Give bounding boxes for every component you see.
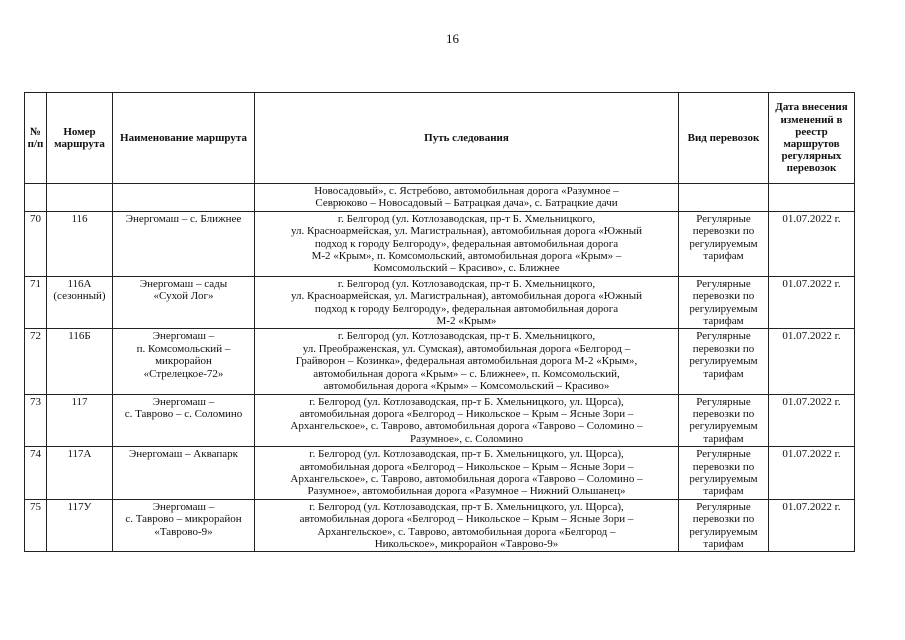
- path-line: Архангельское», с. Таврово, автомобильная дорога «Белгород –: [317, 525, 616, 538]
- route-number-line: (сезонный): [53, 290, 106, 303]
- route-name-line: Энергомаш – с. Ближнее: [125, 212, 242, 225]
- path-line: ул. Преображенская, ул. Сумская), автомобильная дорога «Белгород –: [302, 342, 631, 355]
- route-name-line: «Стрелецкое-72»: [143, 367, 224, 380]
- route-number-line: 116: [71, 212, 88, 225]
- route-name-line: с. Таврово – с. Соломино: [124, 407, 243, 420]
- route-number-line: 116Б: [68, 330, 91, 343]
- path-line: Разумное», с. Соломино: [410, 432, 523, 445]
- cell-route-name: [113, 184, 255, 212]
- route-number-line: 117У: [67, 500, 92, 513]
- table-row: [25, 394, 855, 447]
- transport-type-line: перевозки по: [692, 407, 755, 420]
- cell-route-path: [255, 447, 679, 500]
- cell-transport-type: [679, 394, 769, 447]
- route-name-line: Энергомаш –: [152, 330, 215, 343]
- cell-change-date: 01.07.2022 г.: [769, 329, 855, 394]
- header-route-number: Номер маршрута: [47, 93, 113, 184]
- header-route-name: Наименование маршрута: [113, 93, 255, 184]
- cell-route-number: [47, 184, 113, 212]
- transport-type-line: перевозки по: [692, 290, 755, 303]
- transport-type-line: тарифам: [703, 537, 744, 550]
- transport-type-line: перевозки по: [692, 342, 755, 355]
- path-line: автомобильная дорога «Крым» – с. Ближнее», п. Комсомольский,: [313, 367, 620, 380]
- table-row: [25, 211, 855, 276]
- route-name-line: Энергомаш –: [152, 500, 215, 513]
- cell-change-date: [769, 184, 855, 212]
- route-name-line: с. Таврово – микрорайон: [125, 513, 242, 526]
- cell-change-date: 01.07.2022 г.: [769, 211, 855, 276]
- table-row: [25, 276, 855, 329]
- cell-route-number: [47, 276, 113, 329]
- routes-table: [24, 92, 855, 552]
- cell-route-name: [113, 211, 255, 276]
- transport-type-line: регулируемым: [689, 355, 758, 368]
- cell-route-number: [47, 329, 113, 394]
- path-line: Разумное», автомобильная дорога «Разумное – Нижний Ольшанец»: [307, 485, 626, 498]
- path-line: автомобильная дорога «Крым» – Комсомольский – Красиво»: [323, 380, 610, 393]
- path-line: М-2 «Крым»: [436, 315, 497, 328]
- path-line: Грайворон – Козинка», федеральная автомобильная дорога М-2 «Крым»,: [295, 355, 638, 368]
- path-line: Комсомольский – Красиво», с. Ближнее: [373, 262, 560, 275]
- header-route-path: Путь следования: [255, 93, 679, 184]
- transport-type-line: перевозки по: [692, 460, 755, 473]
- transport-type-line: тарифам: [703, 250, 744, 263]
- transport-type-line: перевозки по: [692, 513, 755, 526]
- cell-num: 75: [25, 499, 47, 552]
- cell-num: 70: [25, 211, 47, 276]
- transport-type-line: тарифам: [703, 485, 744, 498]
- cell-num: 72: [25, 329, 47, 394]
- path-line: ул. Красноармейская, ул. Магистральная), автомобильная дорога «Южный: [290, 225, 643, 238]
- path-line: Севрюково – Новосадовый – Батрацкая дача», с. Батрацкие дачи: [315, 197, 618, 210]
- route-name-line: Энергомаш – сады: [139, 277, 228, 290]
- path-line: ул. Красноармейская, ул. Магистральная), автомобильная дорога «Южный: [290, 290, 643, 303]
- cell-transport-type: [679, 184, 769, 212]
- path-line: Новосадовый», с. Ястребово, автомобильная дорога «Разумное –: [314, 185, 619, 197]
- cell-num: [25, 184, 47, 212]
- cell-route-number: [47, 211, 113, 276]
- cell-route-name: [113, 499, 255, 552]
- cell-change-date: 01.07.2022 г.: [769, 394, 855, 447]
- route-number-line: 117А: [67, 448, 92, 461]
- route-number-line: 116А: [67, 277, 92, 290]
- header-num: № п/п: [25, 93, 47, 184]
- path-line: Никольское», микрорайон «Таврово-9»: [374, 537, 559, 550]
- path-line: г. Белгород (ул. Котлозаводская, пр-т Б. Хмельницкого, ул. Щорса),: [309, 500, 624, 513]
- page-number: 16: [446, 31, 459, 46]
- transport-type-line: регулируемым: [689, 472, 758, 485]
- path-line: М-2 «Крым», п. Комсомольский, автомобильная дорога «Крым» –: [311, 250, 622, 263]
- path-line: г. Белгород (ул. Котлозаводская, пр-т Б. Хмельницкого,: [337, 212, 596, 225]
- transport-type-line: Регулярные: [696, 448, 751, 461]
- cell-route-path: [255, 329, 679, 394]
- path-line: автомобильная дорога «Белгород – Никольское – Крым – Ясные Зори –: [299, 513, 634, 526]
- cell-transport-type: [679, 447, 769, 500]
- transport-type-line: Регулярные: [696, 277, 751, 290]
- route-name-line: Энергомаш –: [152, 395, 215, 408]
- path-line: г. Белгород (ул. Котлозаводская, пр-т Б. Хмельницкого, ул. Щорса),: [309, 395, 624, 408]
- cell-change-date: 01.07.2022 г.: [769, 276, 855, 329]
- transport-type-line: тарифам: [703, 315, 744, 328]
- cell-route-path: [255, 184, 679, 212]
- transport-type-line: тарифам: [703, 367, 744, 380]
- transport-type-line: регулируемым: [689, 525, 758, 538]
- transport-type-line: регулируемым: [689, 420, 758, 433]
- route-name-line: микрорайон: [155, 355, 212, 368]
- transport-type-line: регулируемым: [689, 302, 758, 315]
- transport-type-line: Регулярные: [696, 212, 751, 225]
- route-number-line: 117: [71, 395, 88, 408]
- transport-type-line: тарифам: [703, 432, 744, 445]
- cell-change-date: 01.07.2022 г.: [769, 499, 855, 552]
- cell-change-date: 01.07.2022 г.: [769, 447, 855, 500]
- route-name-line: «Таврово-9»: [154, 525, 213, 538]
- path-line: автомобильная дорога «Белгород – Никольское – Крым – Ясные Зори –: [299, 460, 634, 473]
- route-name-line: «Сухой Лог»: [153, 290, 214, 303]
- cell-route-path: [255, 499, 679, 552]
- cell-route-number: [47, 447, 113, 500]
- transport-type-line: Регулярные: [696, 330, 751, 343]
- table-header-row: [25, 93, 855, 184]
- cell-transport-type: [679, 329, 769, 394]
- path-line: Архангельское», с. Таврово, автомобильная дорога «Таврово – Соломино –: [290, 420, 643, 433]
- path-line: подход к городу Белгороду», федеральная автомобильная дорога: [314, 302, 619, 315]
- cell-route-number: [47, 394, 113, 447]
- cell-route-name: [113, 394, 255, 447]
- transport-type-line: регулируемым: [689, 237, 758, 250]
- cell-transport-type: [679, 211, 769, 276]
- path-line: г. Белгород (ул. Котлозаводская, пр-т Б. Хмельницкого,: [337, 330, 596, 343]
- cell-num: 73: [25, 394, 47, 447]
- cell-num: 71: [25, 276, 47, 329]
- table-row: [25, 499, 855, 552]
- cell-transport-type: [679, 276, 769, 329]
- table-row: [25, 329, 855, 394]
- cell-route-number: [47, 499, 113, 552]
- path-line: г. Белгород (ул. Котлозаводская, пр-т Б. Хмельницкого, ул. Щорса),: [309, 448, 624, 461]
- header-transport-type: Вид перевозок: [679, 93, 769, 184]
- cell-route-name: [113, 447, 255, 500]
- route-name-line: п. Комсомольский –: [136, 342, 231, 355]
- cell-route-name: [113, 276, 255, 329]
- cell-route-name: [113, 329, 255, 394]
- cell-route-path: [255, 211, 679, 276]
- path-line: Архангельское», с. Таврово, автомобильная дорога «Таврово – Соломино –: [290, 472, 643, 485]
- path-line: г. Белгород (ул. Котлозаводская, пр-т Б. Хмельницкого,: [337, 277, 596, 290]
- transport-type-line: перевозки по: [692, 225, 755, 238]
- path-line: автомобильная дорога «Белгород – Никольское – Крым – Ясные Зори –: [299, 407, 634, 420]
- cell-num: 74: [25, 447, 47, 500]
- cell-route-path: [255, 276, 679, 329]
- transport-type-line: Регулярные: [696, 395, 751, 408]
- cell-transport-type: [679, 499, 769, 552]
- table-row: [25, 447, 855, 500]
- transport-type-line: Регулярные: [696, 500, 751, 513]
- header-change-date: Дата внесения изменений в реестр маршрутов регулярных перевозок: [769, 93, 855, 184]
- cell-route-path: [255, 394, 679, 447]
- route-name-line: Энергомаш – Аквапарк: [129, 448, 238, 461]
- path-line: подход к городу Белгороду», федеральная автомобильная дорога: [314, 237, 619, 250]
- table-row-continuation: [25, 184, 855, 212]
